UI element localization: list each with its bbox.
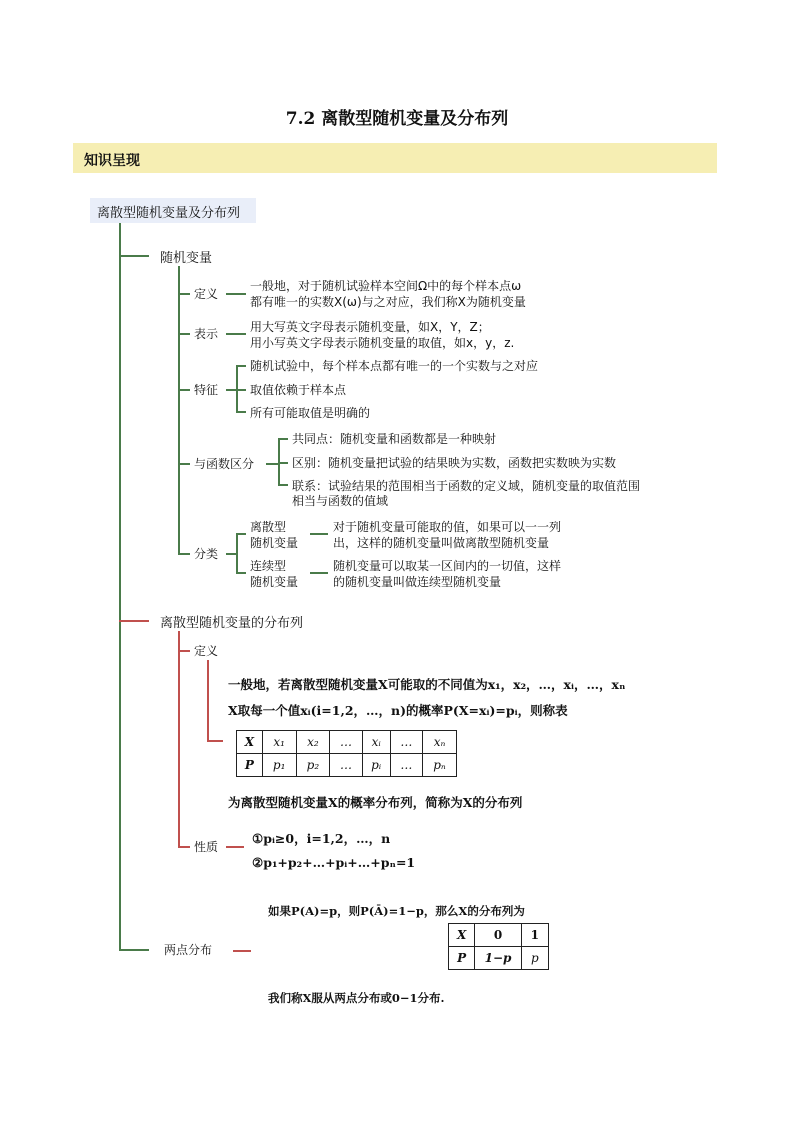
table-cell: X (237, 731, 263, 754)
table-cell: … (390, 754, 423, 777)
table-cell: X (449, 924, 475, 947)
two-point-intro: 如果P(A)=p，则P(Ā)=1−p，那么X的分布列为 (268, 904, 525, 918)
table-row (449, 947, 549, 970)
props-arrow (226, 846, 244, 848)
features-tick-2 (236, 389, 246, 391)
table-cell: 1 (521, 924, 548, 947)
table-cell: x₁ (262, 731, 296, 754)
features-stem (226, 389, 236, 391)
classification-label: 分类 (194, 547, 219, 561)
continuous-arrow (310, 572, 328, 574)
class-stem (226, 553, 236, 555)
branch1-trunk (178, 266, 180, 554)
table-cell: 0 (475, 924, 521, 947)
continuous-label-2: 随机变量 (250, 575, 299, 589)
table-cell: P (449, 947, 475, 970)
def-connector (178, 293, 190, 295)
two-point-table (448, 923, 549, 970)
notation-line1: 用大写英文字母表示随机变量，如X，Y，Z； (250, 320, 490, 334)
features-tick-1 (236, 365, 246, 367)
table-cell: pₙ (423, 754, 457, 777)
page-title: 7.2 离散型随机变量及分布列 (285, 109, 509, 129)
dist-def-drop (207, 660, 209, 740)
features-connector (178, 389, 190, 391)
dist-definition-line1: 一般地，若离散型随机变量X可能取的不同值为x₁，x₂，…，xᵢ，…，xₙ (228, 677, 626, 692)
table-cell: p₂ (296, 754, 330, 777)
continuous-label-1: 连续型 (250, 559, 287, 573)
continuous-desc-2: 的随机变量叫做连续型随机变量 (333, 575, 502, 589)
table-row (237, 754, 457, 777)
class-bracket (236, 533, 238, 573)
vsfunc-tick-2 (278, 462, 288, 464)
discrete-label-2: 随机变量 (250, 536, 299, 550)
vs-function-extra: 相当与函数的值域 (292, 494, 389, 508)
table-cell: xᵢ (362, 731, 390, 754)
branch1-label: 随机变量 (160, 251, 213, 266)
branch1-connector (119, 255, 149, 257)
table-cell: … (330, 731, 363, 754)
root-node-label: 离散型随机变量及分布列 (97, 206, 241, 221)
two-point-arrow (233, 950, 251, 952)
def-arrow (226, 293, 246, 295)
props-connector (178, 846, 190, 848)
branch3-label: 两点分布 (164, 943, 213, 957)
two-point-conclusion: 我们称X服从两点分布或0−1分布. (268, 991, 445, 1005)
vs-function-label: 与函数区分 (194, 457, 255, 471)
table-cell: x₂ (296, 731, 330, 754)
section-banner (73, 143, 717, 173)
dist-def-connector (178, 650, 190, 652)
table-cell: 1−p (475, 947, 521, 970)
vsfunc-connector (178, 463, 190, 465)
dist-def-arrow (207, 740, 223, 742)
definition-line2: 都有唯一的实数X(ω)与之对应，我们称X为随机变量 (250, 295, 526, 309)
feature-item-1: 随机试验中，每个样本点都有唯一的一个实数与之对应 (250, 359, 539, 373)
feature-item-2: 取值依赖于样本点 (250, 383, 347, 397)
features-tick-3 (236, 411, 246, 413)
section-banner-label: 知识呈现 (84, 153, 140, 169)
vs-function-item-1: 共同点：随机变量和函数都是一种映射 (292, 432, 497, 446)
definition-label: 定义 (194, 287, 219, 301)
continuous-desc-1: 随机变量可以取某一区间内的一切值，这样 (333, 559, 562, 573)
table-cell: … (330, 754, 363, 777)
notation-line2: 用小写英文字母表示随机变量的取值，如x，y，z. (250, 336, 515, 350)
notation-arrow (226, 333, 246, 335)
notation-connector (178, 333, 190, 335)
table-cell: p₁ (262, 754, 296, 777)
branch2-label: 离散型随机变量的分布列 (160, 616, 304, 631)
properties-label: 性质 (194, 840, 219, 854)
main-trunk-line (119, 223, 121, 950)
vs-function-item-3: 联系：试验结果的范围相当于函数的定义域，随机变量的取值范围 (292, 479, 641, 493)
table-cell: xₙ (423, 731, 457, 754)
distribution-table (236, 730, 457, 777)
class-tick-1 (236, 533, 246, 535)
discrete-label-1: 离散型 (250, 520, 287, 534)
discrete-desc-1: 对于随机变量可能取的值，如果可以一一列 (333, 520, 562, 534)
branch2-trunk (178, 631, 180, 847)
vsfunc-tick-3 (278, 484, 288, 486)
branch3-connector (119, 949, 149, 951)
class-tick-2 (236, 572, 246, 574)
table-cell: … (390, 731, 423, 754)
table-cell: p (521, 947, 548, 970)
table-row (237, 731, 457, 754)
table-cell: P (237, 754, 263, 777)
dist-definition-label: 定义 (194, 644, 219, 658)
discrete-arrow (310, 533, 328, 535)
vs-function-item-2: 区别：随机变量把试验的结果映为实数，函数把实数映为实数 (292, 456, 617, 470)
table-cell: pᵢ (362, 754, 390, 777)
features-label: 特征 (194, 383, 219, 397)
feature-item-3: 所有可能取值是明确的 (250, 406, 371, 420)
class-connector (178, 553, 190, 555)
definition-line1: 一般地，对于随机试验样本空间Ω中的每个样本点ω (250, 279, 522, 293)
discrete-desc-2: 出，这样的随机变量叫做离散型随机变量 (333, 536, 550, 550)
property-1: ①pᵢ≥0，i=1,2，…，n (252, 831, 391, 846)
dist-definition-after: 为离散型随机变量X的概率分布列，简称为X的分布列 (228, 795, 523, 810)
notation-label: 表示 (194, 327, 219, 341)
branch2-connector (119, 620, 149, 622)
vsfunc-tick-1 (278, 438, 288, 440)
dist-definition-line2: X取每一个值xᵢ(i=1,2，…，n)的概率P(X=xᵢ)=pᵢ，则称表 (228, 703, 568, 718)
table-row (449, 924, 549, 947)
property-2: ②p₁+p₂+…+pᵢ+…+pₙ=1 (252, 855, 416, 870)
vsfunc-stem (266, 463, 278, 465)
